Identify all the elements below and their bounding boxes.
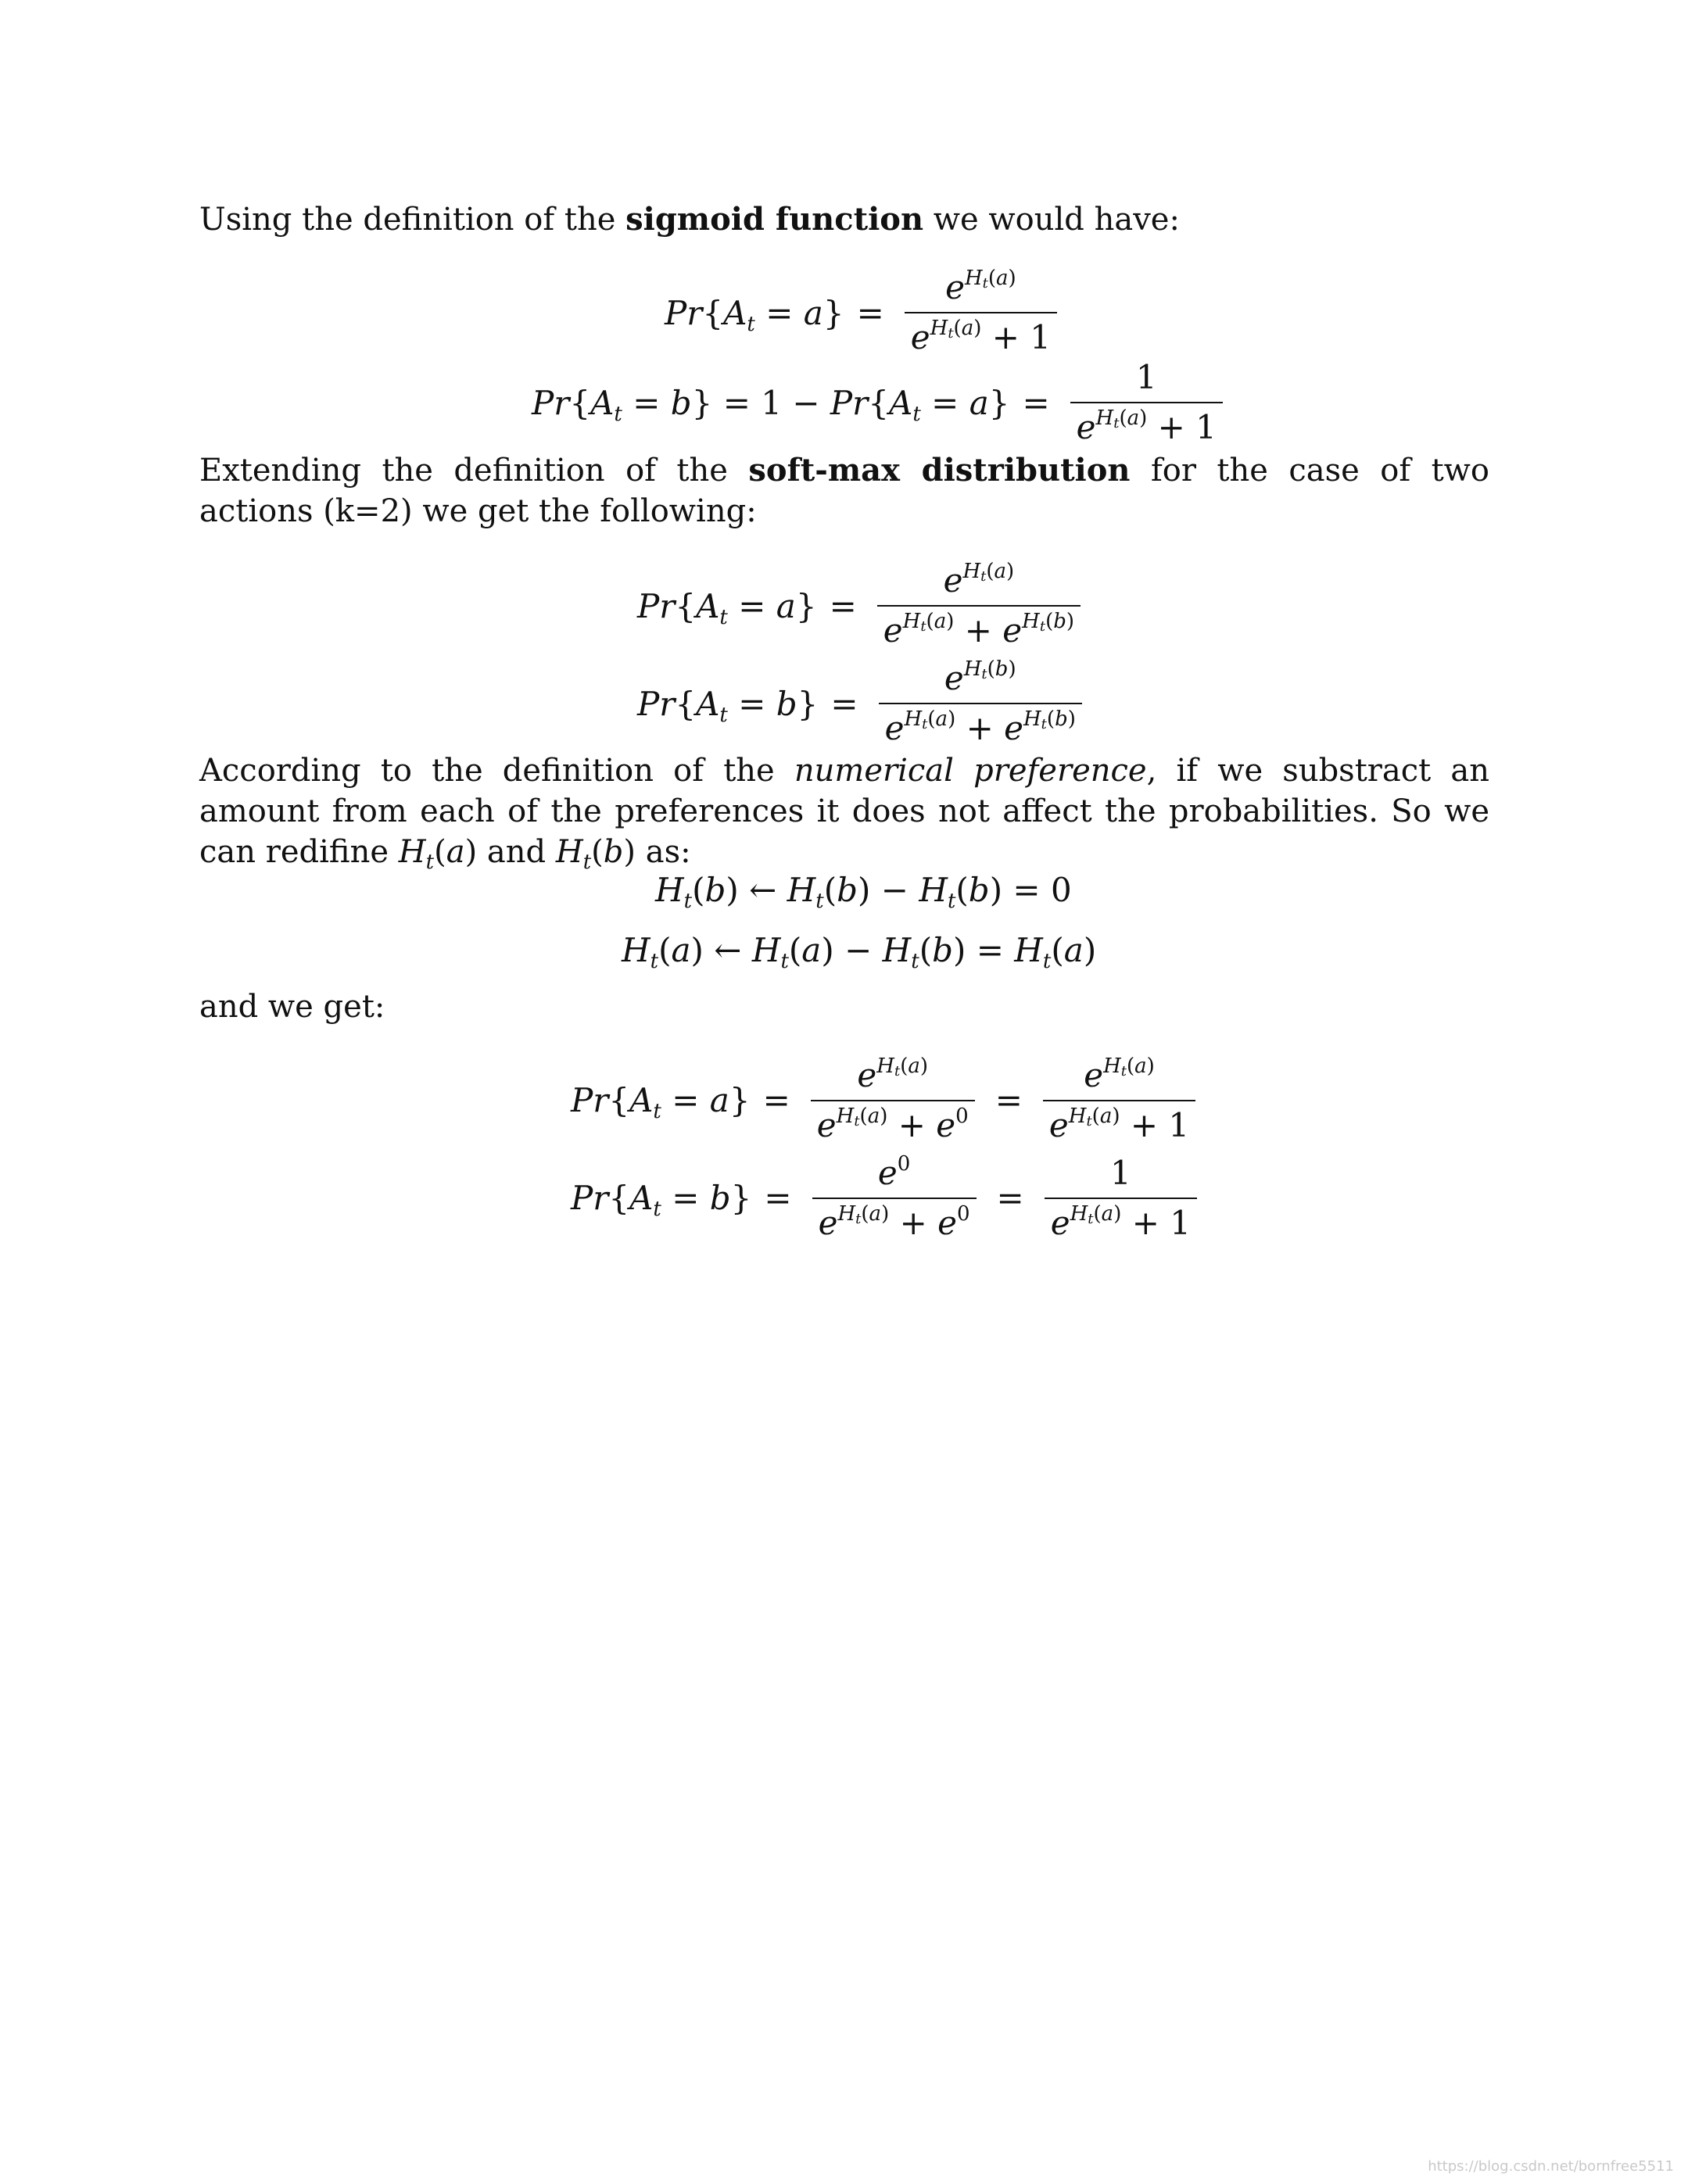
italic-term-numerical-preference: numerical preference xyxy=(794,753,1147,789)
watermark-url: https://blog.csdn.net/bornfree5511 xyxy=(1428,2158,1674,2175)
paragraph-numerical-preference xyxy=(199,750,1489,872)
bold-term-sigmoid: sigmoid function xyxy=(625,201,924,238)
inline-math-ht-a: $H_t(a)$ xyxy=(398,834,478,874)
paragraph-softmax-intro xyxy=(199,450,1489,532)
paragraph-and-we-get xyxy=(199,986,1489,1027)
text-segment: According to the definition of the xyxy=(199,753,794,789)
equation-final-a: $Pr\{A_t = a\}$ = $\frac{e^{H_t(a)}}{e^{H_t(a)} + e^0}$ = $\frac{e^{H_t(a)}}{e^{H_t(a)} + 1}$ xyxy=(571,1055,1203,1145)
equation-sigmoid-b: $Pr\{A_t = b\} = 1 - Pr\{A_t = a\}$ = $\frac{1}{e^{H_t(a)} + 1}$ xyxy=(532,360,1231,446)
text-segment: as: xyxy=(636,834,691,870)
equation-softmax-b: $Pr\{A_t = b\}$ = $\frac{e^{H_t(b)}}{e^{H_t(a)} + e^{H_t(b)}}$ xyxy=(637,661,1090,746)
equation-sigmoid-a: $Pr\{A_t = a\}$ = $\frac{e^{H_t(a)}}{e^{H_t(a)} + 1}$ xyxy=(665,270,1065,356)
text-segment: , if we substract an amount from each of the preferences it does not affect the probabilities. So we can redifine xyxy=(199,753,1489,870)
text-segment: we would have: xyxy=(923,202,1180,238)
text-segment: Extending the definition of the xyxy=(199,453,749,489)
bold-term-softmax: soft-max distribution xyxy=(748,452,1131,489)
equation-softmax-a: $Pr\{A_t = a\}$ = $\frac{e^{H_t(a)}}{e^{H_t(a)} + e^{H_t(b)}}$ xyxy=(637,563,1088,649)
equation-redefine-a: $H_t(a)$ ← $H_t(a) - H_t(b) = H_t(a)$ xyxy=(622,930,1097,973)
inline-math-ht-b: $H_t(b)$ xyxy=(555,834,636,874)
text-segment: Using the definition of the xyxy=(199,202,626,238)
paragraph-sigmoid-intro xyxy=(199,199,1489,240)
equation-redefine-b: $H_t(b)$ ← $H_t(b) - H_t(b) = 0$ xyxy=(655,870,1072,913)
text-segment: and xyxy=(477,834,556,870)
text-segment: for the case of two actions (k=2) we get the following: xyxy=(199,453,1489,529)
equation-final-b: $Pr\{A_t = b\}$ = $\frac{e^0}{e^{H_t(a)} + e^0}$ = $\frac{1}{e^{H_t(a)} + 1}$ xyxy=(571,1153,1205,1243)
text-segment: and we get: xyxy=(199,989,385,1025)
